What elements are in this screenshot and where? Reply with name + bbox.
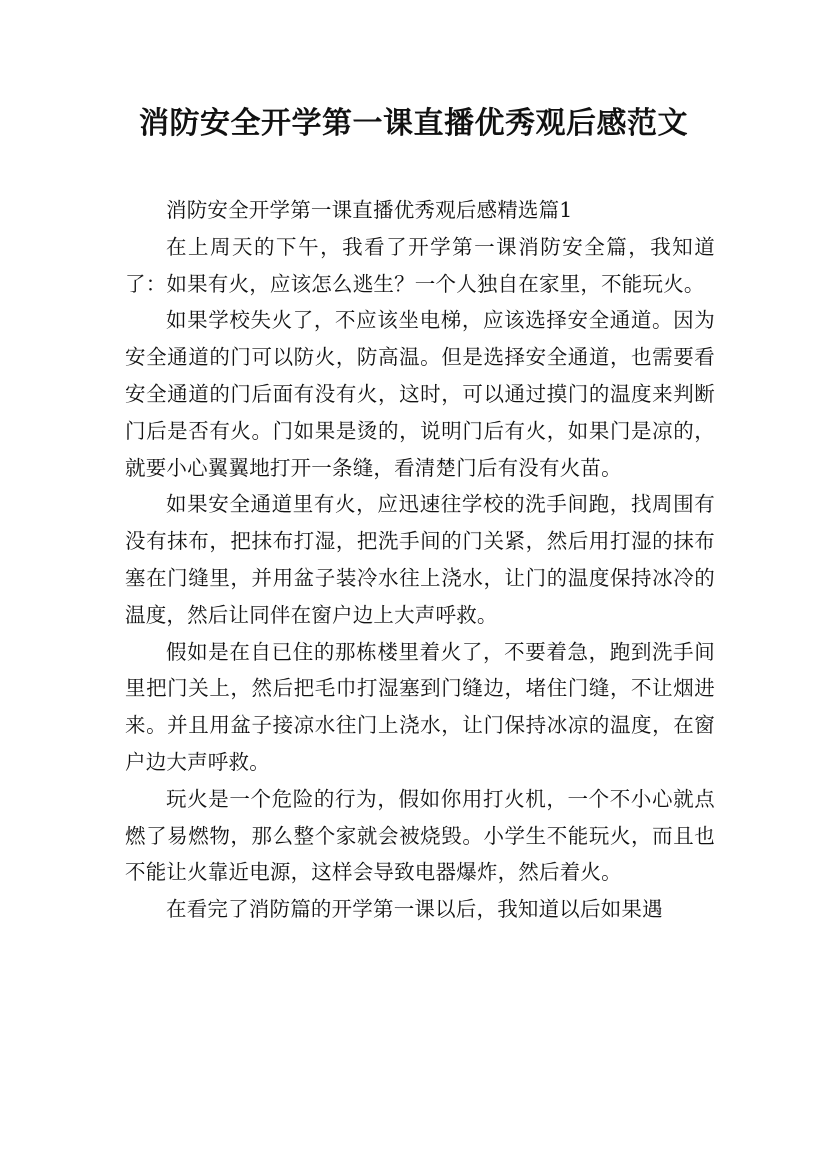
paragraph-6: 在看完了消防篇的开学第一课以后，我知道以后如果遇 <box>166 897 663 922</box>
paragraph-5: 玩火是一个危险的行为，假如你用打火机，一个不小心就点燃了易燃物，那么整个家就会被烧毁。小学生不能玩火，而且也不能让火靠近电源，这样会导致电器爆炸，然后着火。 <box>125 786 715 885</box>
paragraph-3: 如果安全通道里有火，应迅速往学校的洗手间跑，找周围有没有抹布，把抹布打湿，把洗手间的门关紧，然后用打湿的抹布塞在门缝里，并用盆子装冷水往上浇水，让门的温度保持冰冷的温度，然后让同伴在窗户边上大声呼救。 <box>125 492 715 627</box>
document-title: 消防安全开学第一课直播优秀观后感范文 <box>139 106 688 141</box>
section-subtitle: 消防安全开学第一课直播优秀观后感精选篇1 <box>166 198 573 222</box>
paragraph-4: 假如是在自已住的那栋楼里着火了，不要着急，跑到洗手间里把门关上，然后把毛巾打湿塞到门缝边，堵住门缝，不让烟进来。并且用盆子接凉水往门上浇水，让门保持冰凉的温度，在窗户边大声呼救。 <box>125 639 715 774</box>
paragraph-2: 如果学校失火了，不应该坐电梯，应该选择安全通道。因为安全通道的门可以防火，防高温。但是选择安全通道，也需要看安全通道的门后面有没有火，这时，可以通过摸门的温度来判断门后是否有火。门如果是烫的，说明门后有火，如果门是凉的，就要小心翼翼地打开一条缝，看清楚门后有没有火苗。 <box>125 308 715 480</box>
paragraph-1: 在上周天的下午，我看了开学第一课消防安全篇，我知道了：如果有火，应该怎么逃生？一个人独自在家里，不能玩火。 <box>125 234 715 296</box>
document-body <box>125 192 715 928</box>
